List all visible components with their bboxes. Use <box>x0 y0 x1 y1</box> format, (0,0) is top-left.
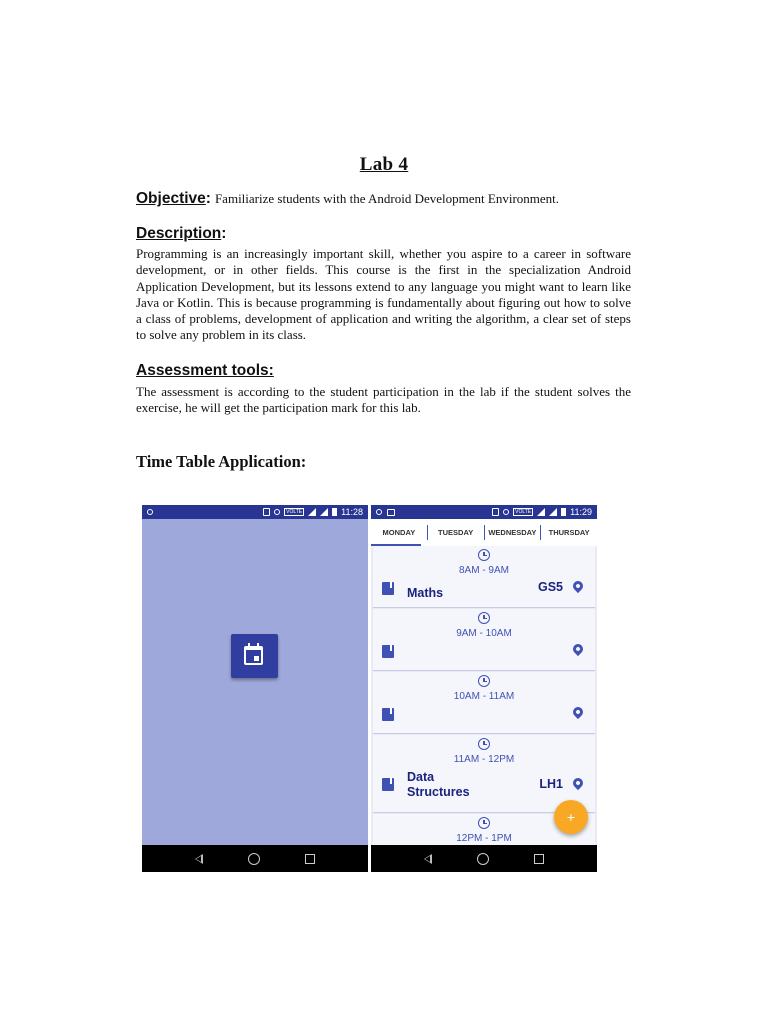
volte-icon: VOLTE <box>515 509 532 515</box>
clock-icon <box>478 817 490 829</box>
home-icon[interactable] <box>477 853 489 865</box>
add-button[interactable]: + <box>554 800 588 834</box>
assessment-label: Assessment tools: <box>136 362 274 379</box>
nav-bar <box>142 845 368 872</box>
image-icon <box>387 509 395 516</box>
book-icon <box>382 708 394 721</box>
tab-thursday[interactable]: THURSDAY <box>548 528 590 537</box>
notification-icon <box>376 509 382 515</box>
description-heading: Description: <box>136 225 227 242</box>
battery-icon <box>561 508 566 516</box>
location-pin-icon[interactable] <box>571 642 585 656</box>
room-name: GS5 <box>537 580 563 594</box>
list-item[interactable] <box>373 609 595 671</box>
phone-icon <box>492 508 499 516</box>
list-item[interactable] <box>373 672 595 734</box>
back-icon[interactable] <box>195 854 203 864</box>
objective-text: Familiarize students with the Android Development Environment. <box>214 191 560 206</box>
room-name: LH1 <box>539 777 563 791</box>
status-time: 11:28 <box>341 507 363 517</box>
calendar-icon <box>244 646 263 665</box>
subject-name-line1: Data <box>407 770 435 784</box>
subject-name-line2: Structures <box>407 785 470 799</box>
clock-icon <box>478 612 490 624</box>
tab-tuesday[interactable]: TUESDAY <box>428 525 485 540</box>
status-bar <box>371 505 597 519</box>
alarm-icon <box>274 509 280 515</box>
page-title: Lab 4 <box>359 154 409 175</box>
objective-section: Objective: Familiarize students with the Android Development Environment. <box>136 190 560 207</box>
phone-screenshot-timetable <box>371 505 597 872</box>
notification-icon <box>147 509 153 515</box>
battery-icon <box>332 508 337 516</box>
signal-icon <box>320 508 328 516</box>
description-text: Programming is an increasingly important skill, whether you aspire to a career in software development, or in other fields. This course is the first in the specialization Android Application Development, but its lessons extend to any language you might want to learn like Java or Kotlin. This is because programming is fundamentally about figuring out how to solve a class of problems, development of application and writing the algorithm, a clear set of steps to solve any problem in its class. <box>136 246 631 343</box>
clock-icon <box>478 675 490 687</box>
assessment-heading <box>136 362 274 380</box>
nav-bar <box>371 845 597 872</box>
status-bar <box>142 505 368 519</box>
location-pin-icon[interactable] <box>571 705 585 719</box>
app-launch-icon[interactable] <box>231 634 278 678</box>
day-tabs <box>371 519 597 546</box>
phone-screenshot-splash <box>142 505 368 872</box>
timetable-list[interactable] <box>371 546 597 845</box>
app-heading: Time Table Application: <box>136 452 307 471</box>
list-item[interactable] <box>373 546 595 608</box>
book-icon <box>382 582 394 595</box>
time-slot: 9AM - 10AM <box>456 628 512 639</box>
time-slot: 12PM - 1PM <box>456 833 512 844</box>
time-slot: 11AM - 12PM <box>453 754 515 765</box>
signal-icon <box>308 508 316 516</box>
tab-monday[interactable]: MONDAY <box>371 525 428 540</box>
clock-icon <box>478 738 490 750</box>
time-slot: 10AM - 11AM <box>453 691 515 702</box>
description-label: Description <box>136 225 222 242</box>
subject-name: Maths <box>407 586 444 600</box>
assessment-text: The assessment is according to the student participation in the lab if the student solves the exercise, he will get the participation mark for this lab. <box>136 384 631 416</box>
clock-icon <box>478 549 490 561</box>
recents-icon[interactable] <box>305 854 315 864</box>
signal-icon <box>549 508 557 516</box>
recents-icon[interactable] <box>534 854 544 864</box>
back-icon[interactable] <box>424 854 432 864</box>
objective-label: Objective <box>136 190 206 207</box>
alarm-icon <box>503 509 509 515</box>
home-icon[interactable] <box>248 853 260 865</box>
location-pin-icon[interactable] <box>571 579 585 593</box>
phone-icon <box>263 508 270 516</box>
book-icon <box>382 645 394 658</box>
time-slot: 8AM - 9AM <box>458 565 509 576</box>
book-icon <box>382 778 394 791</box>
tab-wednesday[interactable]: WEDNESDAY <box>485 525 542 540</box>
volte-icon: VOLTE <box>286 509 303 515</box>
location-pin-icon[interactable] <box>571 776 585 790</box>
signal-icon <box>537 508 545 516</box>
status-time: 11:29 <box>570 507 592 517</box>
